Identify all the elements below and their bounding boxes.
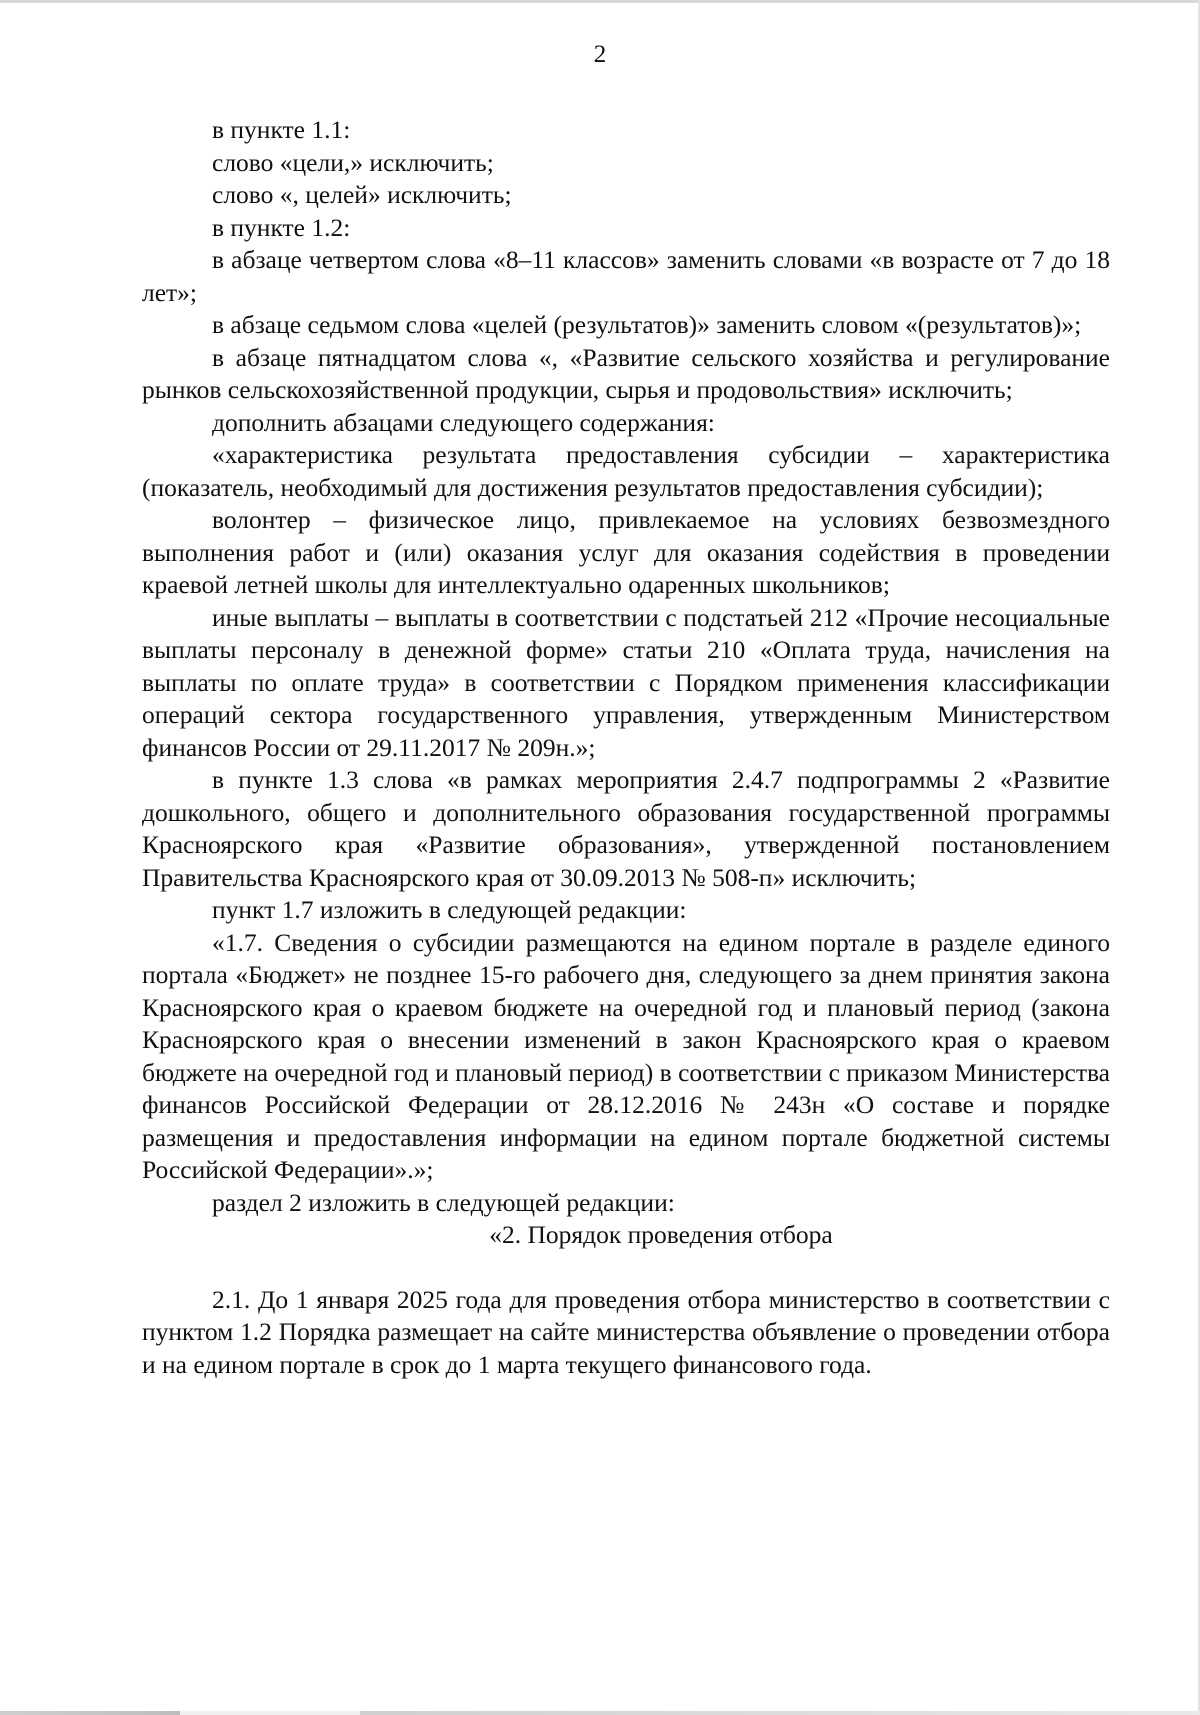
page-number: 2 [593,41,607,68]
paragraph: в абзаце пятнадцатом слова «, «Развитие сельского хозяйства и регулирование рынков сельскохозяйственной продукции, сырья и продовольствия» исключить; [142,342,1110,404]
paragraph: раздел 2 изложить в следующей редакции: [212,1187,675,1217]
section-heading: «2. Порядок проведения отбора [489,1220,833,1249]
scan-edge-top [0,0,1200,3]
paragraph: в пункте 1.3 слова «в рамках мероприятия 2.4.7 подпрограммы 2 «Развитие дошкольного, общего и дополнительного образования государственной программы Красноярского края «Развитие образования», утвержденной постановлением Правительства Красноярского края от 30.09.2013 № 508-п» исключить; [142,765,1110,892]
spacer [142,1252,1110,1284]
paragraph: в абзаце четвертом слова «8–11 классов» заменить словами «в возрасте от 7 до 18 лет»; [142,245,1110,307]
paragraph: слово «цели,» исключить; [212,147,494,177]
paragraph: в пункте 1.2: [212,212,351,242]
paragraph: дополнить абзацами следующего содержания: [212,407,715,437]
paragraph: пункт 1.7 изложить в следующей редакции: [212,895,687,924]
paragraph: «1.7. Сведения о субсидии размещаются на едином портале в разделе единого портала «Бюджет» не позднее 15-го рабочего дня, следующего за днем принятия закона Красноярского края о краевом бюджете на очередной год и плановый период (закона Красноярского края о внесении изменений в закон Красноярского края о краевом бюджете на очередной год и плановый период) в соответствии с приказом Министерства финансов Российской Федерации от 28.12.2016 № 243н «О составе и порядке размещения и предоставления информации на едином портале бюджетной системы Российской Федерации».»; [142,927,1110,1184]
paragraph: иные выплаты – выплаты в соответствии с подстатьей 212 «Прочие несоциальные выплаты персоналу в денежной форме» статьи 210 «Оплата труда, начисления на выплаты по оплате труда» в соответствии с Порядком применения классификации операций сектора государственного управления, утвержденным Министерством финансов России от 29.11.2017 № 209н.»; [142,602,1110,762]
paragraph: в абзаце седьмом слова «целей (результатов)» заменить словом «(результатов)»; [212,310,1082,339]
paragraph: слово «, целей» исключить; [212,180,512,209]
section-paragraph: 2.1. До 1 января 2025 года для проведения отбора министерство в соответствии с пунктом 1.2 Порядка размещает на сайте министерства объявление о проведении отбора и на едином портале в срок до 1 марта текущего финансового года. [142,1284,1110,1379]
document-body [142,114,1110,1381]
paragraph: в пункте 1.1: [212,115,351,144]
paragraph: «характеристика результата предоставления субсидии – характеристика (показатель, необходимый для достижения результатов предоставления субсидии); [142,440,1110,502]
scan-edge-bottom [0,1711,1200,1715]
paragraph: волонтер – физическое лицо, привлекаемое на условиях безвозмездного выполнения работ и (или) оказания услуг для оказания содействия в проведении краевой летней школы для интеллектуально одаренных школьников; [142,505,1110,599]
